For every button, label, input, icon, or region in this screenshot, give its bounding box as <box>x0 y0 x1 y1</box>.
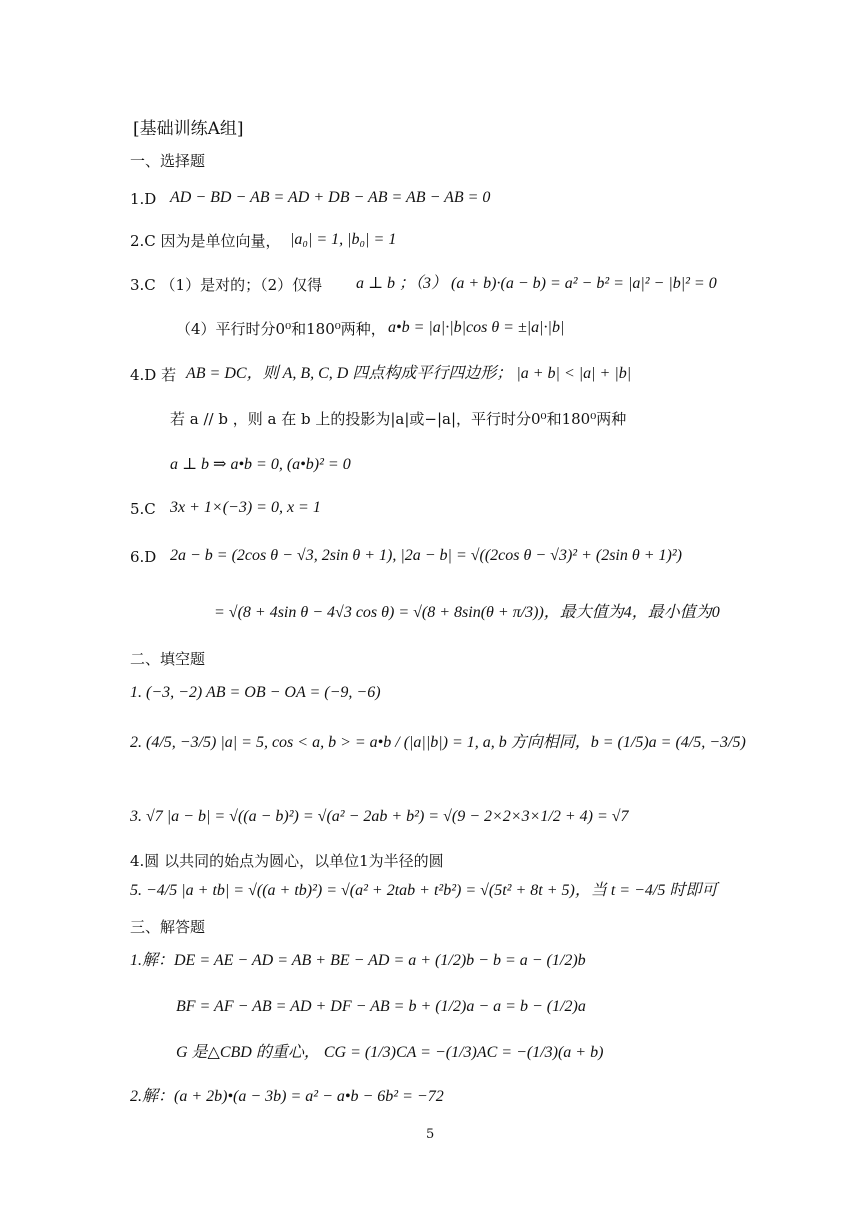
choice-3-sub-formula: a•b = |a|·|b|cos θ = ±|a|·|b| <box>388 319 565 336</box>
answer-2: 2.解：(a + 2b)•(a − 3b) = a² − a•b − 6b² = −72 <box>130 1088 444 1105</box>
choice-4-formula: AB = DC，则 A, B, C, D 四点构成平行四边形； |a + b| < |a| + |b| <box>186 365 632 382</box>
choice-3-sub-text: （4）平行时分0⁰和180⁰两种， <box>176 320 386 338</box>
choice-5-formula: 3x + 1×(−3) = 0, x = 1 <box>170 499 321 516</box>
choice-3-formula: a ⊥ b ；（3） (a + b)·(a − b) = a² − b² = |a|² − |b|² = 0 <box>356 275 717 292</box>
choice-3-text: 3.C （1）是对的；（2）仅得 <box>130 276 323 294</box>
heading-fill: 二、填空题 <box>130 650 206 668</box>
choice-1-formula: AD − BD − AB = AD + DB − AB = AB − AB = 0 <box>170 189 491 206</box>
fill-3: 3. √7 |a − b| = √((a − b)²) = √(a² − 2ab + b²) = √(9 − 2×2×3×1/2 + 4) = √7 <box>130 808 629 825</box>
choice-6-continuation: = √(8 + 4sin θ − 4√3 cos θ) = √(8 + 8sin(θ + π/3))，最大值为4，最小值为0 <box>214 604 720 621</box>
fill-2: 2. (4/5, −3/5) |a| = 5, cos < a, b > = a•b / (|a||b|) = 1, a, b 方向相同，b = (1/5)a = (4/5, −3/5) <box>130 734 746 751</box>
choice-2-text: 2.C 因为是单位向量， <box>130 232 281 250</box>
choice-2-formula: |a₀| = 1, |b₀| = 1 <box>290 231 397 248</box>
answer-1-line-1: 1.解：DE = AE − AD = AB + BE − AD = a + (1/2)b − b = a − (1/2)b <box>130 952 586 969</box>
choice-6-formula: 2a − b = (2cos θ − √3, 2sin θ + 1), |2a − b| = √((2cos θ − √3)² + (2sin θ + 1)²) <box>170 547 682 564</box>
choice-1-answer: 1.D <box>130 190 157 208</box>
page-number: 5 <box>426 1127 435 1142</box>
fill-5: 5. −4/5 |a + tb| = √((a + tb)²) = √(a² + 2tab + t²b²) = √(5t² + 8t + 5)，当 t = −4/5 时即可 <box>130 882 718 899</box>
choice-4-perpendicular: a ⊥ b ⇒ a•b = 0, (a•b)² = 0 <box>170 456 351 473</box>
heading-answer: 三、解答题 <box>130 918 206 936</box>
answer-1-line-2: BF = AF − AB = AD + DF − AB = b + (1/2)a − a = b − (1/2)a <box>176 998 586 1015</box>
choice-4-text: 4.D 若 <box>130 366 177 384</box>
heading-choice: 一、选择题 <box>130 152 206 170</box>
section-title: [基础训练A组] <box>133 119 244 139</box>
fill-4: 4.圆 以共同的始点为圆心，以单位1为半径的圆 <box>130 852 444 870</box>
choice-6-answer: 6.D <box>130 548 157 566</box>
answer-1-line-3: G 是△CBD 的重心， CG = (1/3)CA = −(1/3)AC = −(1/3)(a + b) <box>176 1044 604 1061</box>
choice-4-projection: 若 a // b ，则 a 在 b 上的投影为|a|或−|a|，平行时分0⁰和180⁰两种 <box>170 410 627 428</box>
choice-5-answer: 5.C <box>130 500 156 518</box>
fill-1: 1. (−3, −2) AB = OB − OA = (−9, −6) <box>130 684 381 701</box>
